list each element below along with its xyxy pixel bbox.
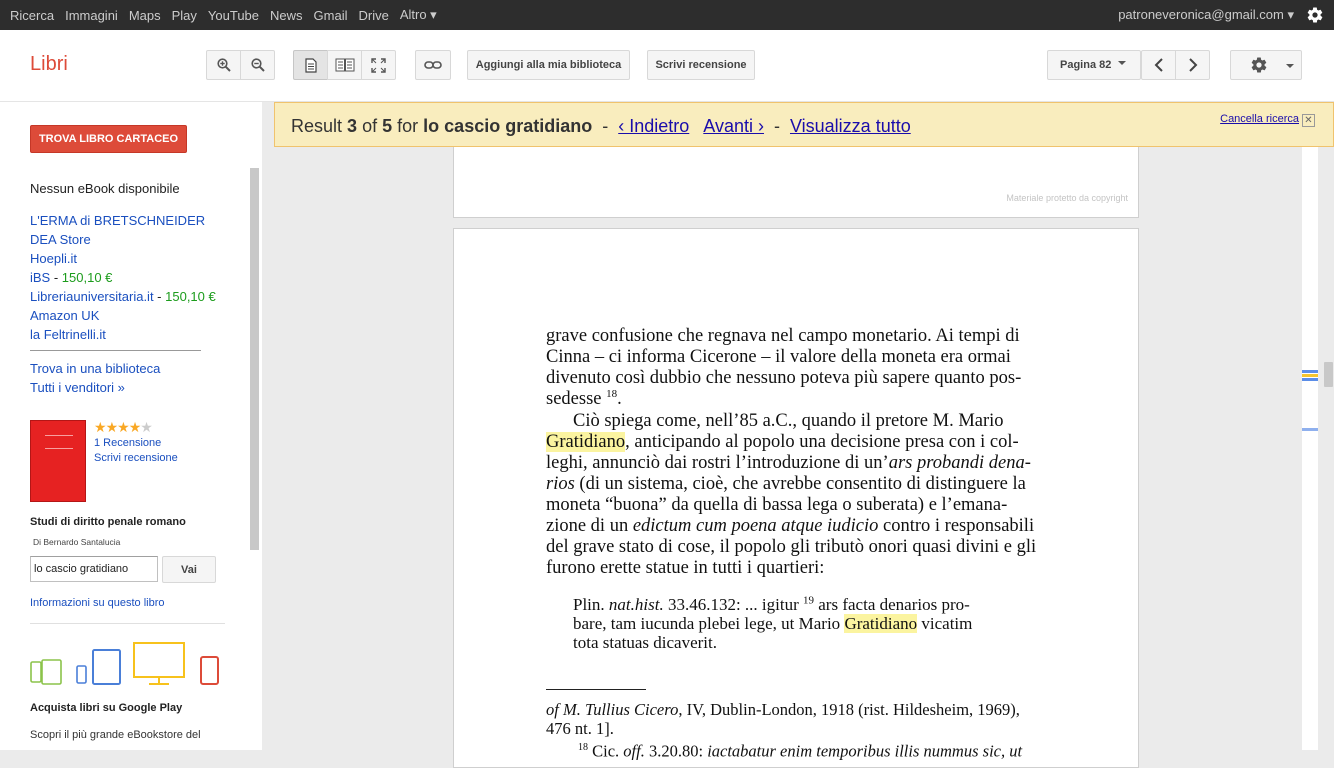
page-line: moneta “buona” da quella di bassa lega o suberata) e l’emana- (546, 495, 1008, 515)
page-text-span: zione di un (546, 516, 633, 536)
footnote-ref: 18 (578, 742, 588, 753)
page-text-italic: ars probandi dena- (888, 453, 1031, 473)
chevron-right-icon (1188, 58, 1198, 72)
book-cover-thumbnail[interactable] (30, 420, 86, 502)
store-price-ibs: 150,10 € (61, 270, 113, 285)
page-line: divenuto così dubbio che nessuno poteva più sapere quanto pos- (546, 368, 1022, 388)
top-link-altro[interactable]: Altro ▾ (399, 7, 437, 22)
settings-menu-button[interactable] (1230, 50, 1302, 80)
store-row-ibs: iBS - 150,10 € (30, 270, 113, 285)
footnote-ref: 18 (606, 387, 618, 400)
top-link-news[interactable]: News (270, 7, 303, 23)
top-bar-account (1118, 0, 1324, 30)
page-text-span: , anticipando al popolo una decisione presa con i col- (625, 432, 1019, 452)
page-text-span: (di un sistema, cioè, che avrebbe consentito di distinguere la (574, 474, 1026, 494)
sidebar-scrollbar[interactable] (250, 168, 259, 550)
page-text-span: 3.20.80: (644, 741, 708, 761)
footnote-rule (546, 689, 646, 690)
page-text-italic: edictum cum poena atque iudicio (632, 516, 879, 536)
top-link-gmail[interactable]: Gmail (313, 7, 348, 23)
footnote-ref: 19 (803, 594, 815, 607)
store-row-libreriauniversitaria: Libreriauniversitaria.it - 150,10 € (30, 289, 216, 304)
store-link-feltrinelli[interactable]: la Feltrinelli.it (30, 327, 106, 342)
page-line: Cinna – ci informa Cicerone – il valore della moneta era ormai (546, 347, 1011, 367)
top-link-drive[interactable]: Drive (358, 7, 389, 23)
page-line: grave confusione che regnava nel campo monetario. Ai tempi di (546, 326, 1020, 346)
result-forward-link[interactable]: Avanti › (703, 116, 764, 136)
page-line (546, 389, 622, 410)
search-go-button[interactable]: Vai (162, 556, 216, 583)
top-bar-links (10, 0, 448, 30)
book-info-link[interactable]: Informazioni su questo libro (30, 597, 165, 609)
rating-stars (94, 419, 152, 436)
star-icon: ★ (94, 419, 106, 435)
google-top-bar (0, 0, 1334, 30)
books-header (0, 30, 1334, 102)
copyright-notice: Materiale protetto da copyright (1006, 193, 1128, 203)
left-sidebar (0, 102, 262, 750)
book-author: Di Bernardo Santalucia (33, 537, 121, 547)
star-icon: ★ (140, 419, 152, 435)
devices-illustration-icon (30, 640, 222, 688)
page-text-italic: off. (623, 741, 645, 761)
result-for: for (397, 116, 419, 136)
star-icon: ★ (117, 419, 129, 435)
star-icon: ★ (105, 419, 118, 435)
footnote-line (578, 738, 1022, 761)
page-line: furono erette statue in tutti i quartieri: (546, 558, 825, 578)
view-mode-controls (293, 50, 396, 80)
page-selector[interactable] (1047, 50, 1141, 80)
search-in-book-input[interactable]: lo cascio gratidiano (30, 556, 158, 582)
top-link-maps[interactable]: Maps (128, 7, 161, 23)
fullscreen-icon (371, 58, 386, 73)
chevron-down-icon (1118, 61, 1126, 65)
result-prefix: Result (291, 116, 343, 136)
store-link-ibs[interactable]: iBS (30, 270, 51, 285)
find-library-link[interactable]: Trova in una biblioteca (30, 361, 161, 376)
page-line (546, 516, 1034, 537)
page-text-span: Cic. (588, 741, 624, 761)
reviews-count-link[interactable]: 1 Recensione (94, 437, 162, 449)
cancel-search-link[interactable]: Cancella ricerca (1220, 113, 1299, 125)
quote-line (573, 614, 972, 633)
page-text-span: . (617, 389, 622, 409)
page-text-span: , IV, Dublin-London, 1918 (rist. Hildesheim, 1969), (678, 700, 1020, 719)
top-link-play[interactable]: Play (171, 7, 197, 23)
gear-icon (1250, 56, 1268, 74)
quote-line: tota statuas dicaverit. (573, 633, 717, 652)
page-text-italic: iactabatur enim temporibus illis nummus sic, ut (707, 741, 1023, 761)
result-current: 3 (347, 116, 358, 136)
search-hit-marker[interactable] (1302, 378, 1318, 381)
store-link-erma[interactable]: L'ERMA di BRETSCHNEIDER (30, 213, 206, 228)
divider (30, 350, 201, 351)
view-all-link[interactable]: Visualizza tutto (789, 116, 911, 136)
footnote-line (546, 700, 1020, 719)
top-link-youtube[interactable]: YouTube (207, 7, 260, 23)
store-link-hoepli[interactable]: Hoepli.it (30, 251, 77, 266)
search-result-banner (274, 102, 1334, 147)
libri-logo[interactable]: Libri (30, 53, 68, 75)
top-link-ricerca[interactable]: Ricerca (10, 7, 55, 23)
page-scrollbar-thumb[interactable] (1324, 362, 1333, 387)
page-text-span: leghi, annunciò dai rostri l’introduzione di un’ (546, 453, 889, 473)
result-summary: Result 3 of 5 for lo cascio gratidiano - ‹ Indietro Avanti › - Visualizza tutto (291, 116, 911, 136)
write-review-button[interactable]: Scrivi recensione (647, 50, 755, 80)
single-page-view-button[interactable] (293, 50, 328, 80)
page-selector-label: Pagina 82 (1060, 59, 1112, 71)
search-hit-marker[interactable] (1302, 428, 1318, 431)
page-line (546, 474, 1026, 495)
page-text-span: sedesse (546, 389, 602, 409)
search-hit-marker-current[interactable] (1302, 374, 1318, 377)
zoom-out-icon (251, 58, 265, 72)
page-text-italic: nat.hist. (608, 595, 664, 614)
result-back-link[interactable]: ‹ Indietro (618, 116, 690, 136)
page-text-span: contro i responsabili (878, 516, 1035, 536)
page-line: Ciò spiega come, nell’85 a.C., quando il pretore M. Mario (573, 411, 1004, 431)
page-text-italic: rios (546, 474, 575, 494)
store-price-libreriauniversitaria: 150,10 € (165, 289, 216, 304)
page-text-span: vicatim (917, 614, 973, 633)
find-print-book-button[interactable]: TROVA LIBRO CARTACEO (30, 125, 187, 153)
zoom-controls (206, 50, 275, 80)
page-text-span: ars facta denarios pro- (814, 595, 970, 614)
page-text-italic: of M. Tullius Cicero (546, 700, 679, 719)
page-text-span: bare, tam iucunda plebei lege, ut Mario (573, 614, 845, 633)
quote-line (573, 595, 970, 614)
book-page-current (453, 228, 1139, 768)
star-icon: ★ (128, 419, 141, 435)
footnote-line: 476 nt. 1]. (546, 719, 614, 738)
add-to-library-button[interactable]: Aggiungi alla mia biblioteca (467, 50, 630, 80)
play-heading: Acquista libri su Google Play (30, 702, 183, 714)
page-nav-controls (1141, 50, 1210, 80)
book-title: Studi di diritto penale romano (30, 516, 186, 528)
top-link-immagini[interactable]: Immagini (65, 7, 118, 23)
result-total: 5 (382, 116, 393, 136)
store-link-amazon[interactable]: Amazon UK (30, 308, 100, 323)
chevron-left-icon (1154, 58, 1164, 72)
no-ebook-text: Nessun eBook disponibile (30, 181, 180, 196)
fullscreen-button[interactable] (361, 50, 396, 80)
page-text-span: Plin. (573, 595, 609, 614)
search-hit-track (1302, 147, 1318, 750)
chevron-down-icon (1286, 64, 1294, 68)
play-promo-text: Scopri il più grande eBookstore del (30, 729, 201, 741)
page-line (546, 432, 1019, 453)
page-line (546, 453, 1031, 474)
search-hit-marker[interactable] (1302, 370, 1318, 373)
book-page-previous (453, 147, 1139, 218)
store-link-dea[interactable]: DEA Store (30, 232, 91, 247)
zoom-out-button[interactable] (240, 50, 275, 80)
result-of: of (362, 116, 378, 136)
result-query: lo cascio gratidiano (423, 116, 593, 136)
search-highlight: Gratidiano (844, 614, 918, 633)
link-button[interactable] (415, 50, 451, 80)
link-icon (424, 60, 442, 70)
write-review-link[interactable]: Scrivi recensione (94, 452, 178, 464)
zoom-in-icon (217, 58, 231, 72)
store-link-libreriauniversitaria[interactable]: Libreriauniversitaria.it (30, 289, 154, 304)
next-page-button[interactable] (1175, 50, 1210, 80)
previous-page-button[interactable] (1141, 50, 1176, 80)
close-icon[interactable]: ✕ (1302, 114, 1315, 127)
two-page-view-button[interactable] (327, 50, 362, 80)
two-page-icon (335, 58, 355, 72)
zoom-in-button[interactable] (206, 50, 241, 80)
page-line: del grave stato di cose, il popolo gli tributò onori quasi divini e gli (546, 537, 1037, 557)
all-sellers-link[interactable]: Tutti i venditori » (30, 380, 125, 395)
gear-icon[interactable] (1306, 6, 1324, 24)
divider (30, 623, 225, 624)
page-text-span: 33.46.132: ... igitur (663, 595, 804, 614)
search-highlight: Gratidiano (546, 432, 626, 452)
account-email[interactable]: patroneveronica@gmail.com ▾ (1118, 7, 1294, 22)
single-page-icon (305, 58, 317, 73)
